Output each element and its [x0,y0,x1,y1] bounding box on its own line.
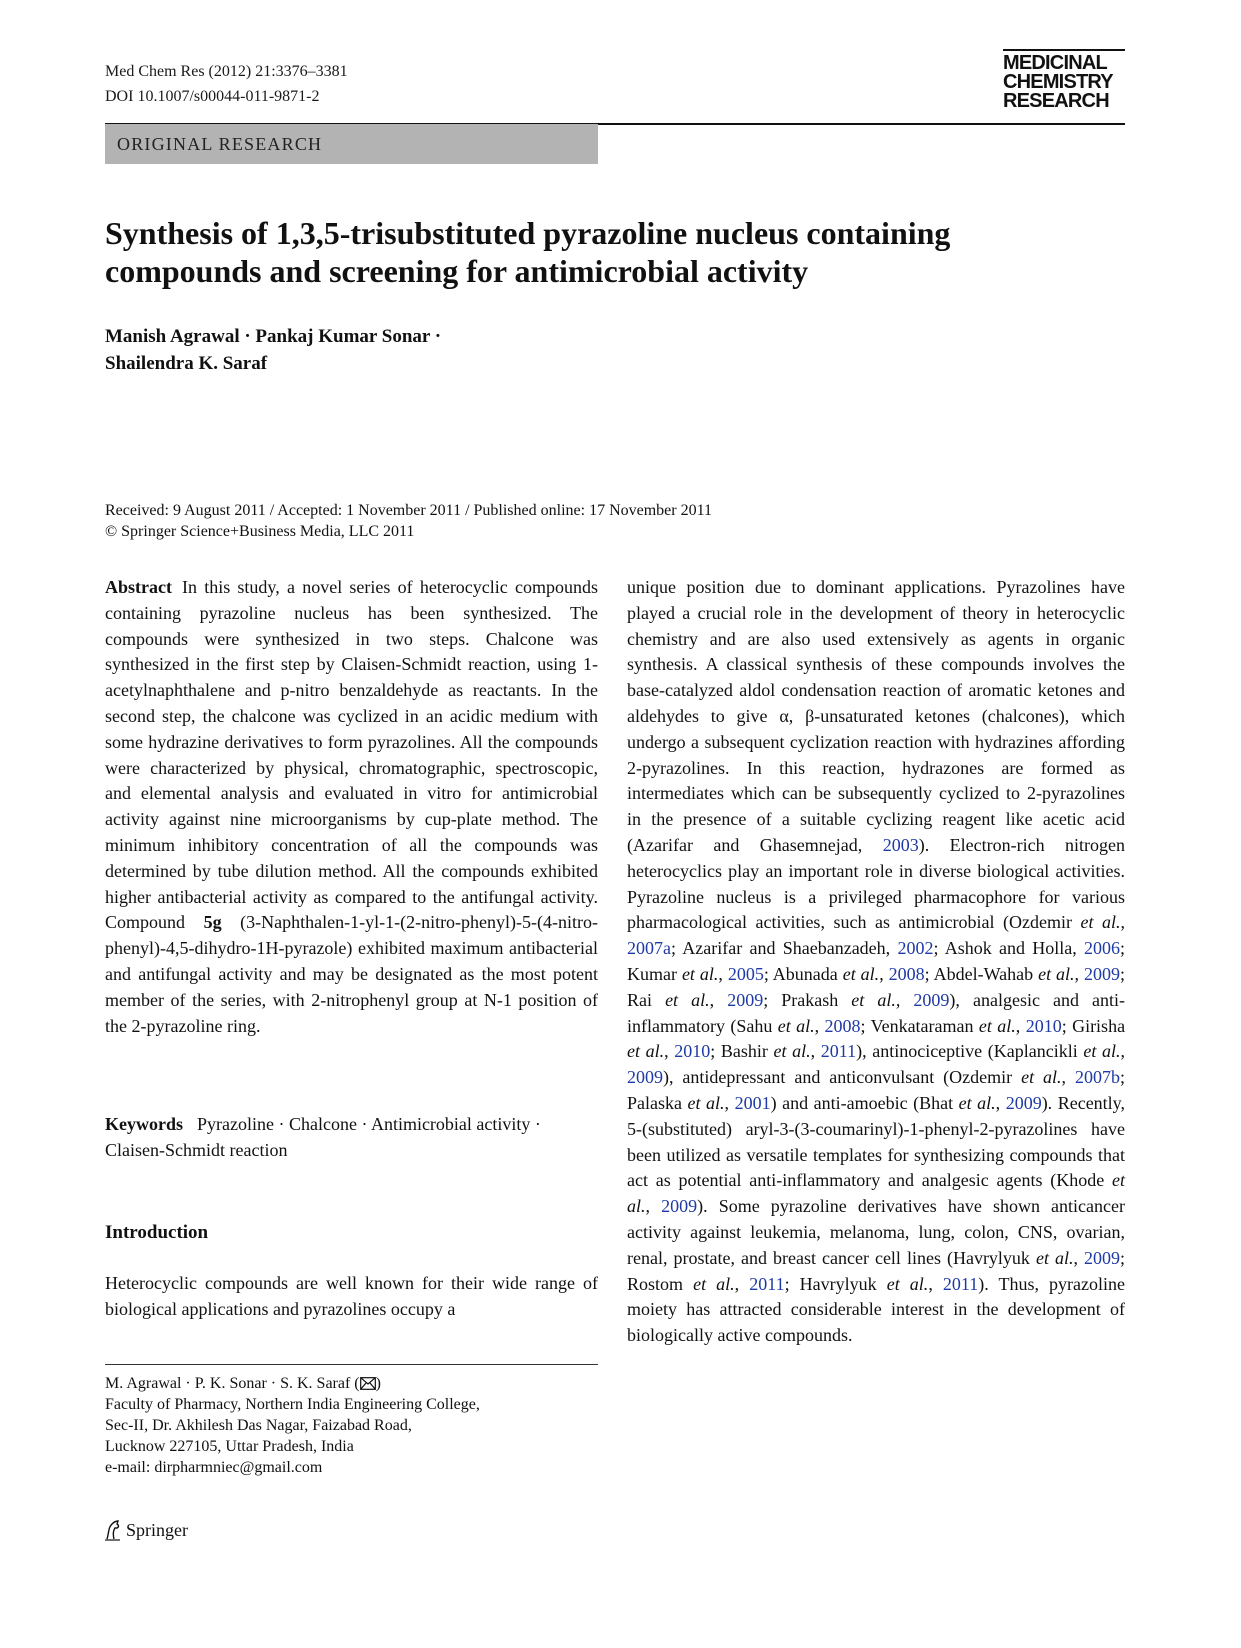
rc-text: ; Bashir [710,1041,768,1062]
abstract-text-2: (3-Naphthalen-1-yl-1-(2-nitro-phenyl)-5-(4-nitro-phenyl)-4,5-dihydro-1H-pyrazole) exhibited maximum antibacterial and antifungal activity and may be designated as the most potent member of the series, with 2-nitrophenyl group at N-1 position of the 2-pyrazoline ring. [105,912,599,1036]
title-line-2: compounds and screening for antimicrobial activity [105,253,809,289]
et-al: et al. [1083,1041,1121,1062]
citation-link[interactable]: 2001 [734,1092,771,1113]
rc-text: ). Thus, pyrazoline moiety has attracted considerable interest in the development of biologically active compounds. [627,1273,1126,1346]
rc-text: ; Abdel-Wahab [924,963,1034,984]
abstract-text: In this study, a novel series of heterocyclic compounds containing pyrazoline nucleus has been synthesized. The compounds were synthesized in two steps. Chalcone was synthesized in the first step by Claisen-Schmidt reaction, using 1-acetylnaphthalene and p-nitro benzaldehyde as reactants. In the second step, the chalcone was cyclized in an acidic medium with some hydrazine derivatives to form pyrazolines. All the compounds were characterized by physical, chromatographic, spectroscopic, and elemental analysis and evaluated in vitro for antimicrobial activity against nine microorganisms by cup-plate method. The minimum inhibitory concentration of all the compounds was determined by tube dilution method. All the compounds exhibited higher antibacterial activity as compared to the antifungal activity. Compound [105,577,598,933]
et-al: et al. [842,963,880,984]
et-al: et al. [886,1273,929,1294]
journal-logo [1003,54,1113,111]
author-list [105,323,441,377]
compound-label: 5g [203,912,222,933]
et-al: et al. [693,1273,735,1294]
citation-link[interactable]: 2010 [674,1041,711,1062]
rc-text: ). Electron-rich nitrogen heterocyclics play an important role in diverse biological activities. Pyrazoline nucleus is a privileged pharmacophore for various pharmacological activities, such as antimicrobial (Ozdemir [627,834,1125,933]
citation-link[interactable]: 2007a [627,938,671,959]
article-title [105,214,1005,290]
citation-link[interactable]: 2008 [824,1015,861,1036]
dates-line: Received: 9 August 2011 / Accepted: 1 November 2011 / Published online: 17 November 2011 [105,502,713,519]
rc-text: ; Girisha [1061,1015,1126,1036]
rc-text: ), antidepressant and anticonvulsant (Ozdemir [663,1067,1013,1088]
et-al: et al. [1080,912,1121,933]
citation-link[interactable]: 2002 [897,938,934,959]
rc-text: ). Some pyrazoline derivatives have shown anticancer activity against leukemia, melanoma, lung, colon, CNS, ovarian, renal, prostate, and breast cancer cell lines (Havrylyuk [627,1196,1125,1268]
journal-citation: Med Chem Res (2012) 21:3376–3381 [105,63,348,80]
et-al: et al. [1021,1067,1062,1088]
citation-link[interactable]: 2003 [882,834,919,855]
doi: DOI 10.1007/s00044-011-9871-2 [105,88,320,105]
publisher-name: Springer [126,1519,188,1540]
springer-horse-icon [104,1519,122,1541]
rc-text: ; Venkataraman [860,1015,974,1036]
title-line-1: Synthesis of 1,3,5-trisubstituted pyrazoline nucleus containing [105,215,951,251]
section-band: ORIGINAL RESEARCH [105,124,598,164]
rc-text: ; Kumar [627,938,1126,984]
affiliation-email[interactable]: e-mail: dirpharmniec@gmail.com [105,1459,323,1476]
publisher-footer [104,1519,188,1541]
citation-link[interactable]: 2008 [888,963,925,984]
et-al: et al. [681,963,719,984]
citation-link[interactable]: 2011 [820,1041,857,1062]
introduction-heading: Introduction [105,1222,209,1243]
intro-paragraph: Heterocyclic compounds are well known for their wide range of biological applications and pyrazolines occupy a [105,1273,598,1319]
keywords-label: Keywords [105,1114,183,1134]
footnote-rule [105,1364,598,1365]
envelope-icon [360,1377,376,1390]
affiliation-line-3: Sec-II, Dr. Akhilesh Das Nagar, Faizabad Road, [105,1417,412,1434]
affiliation-authors [105,1373,480,1394]
citation-link[interactable]: 2010 [1025,1015,1062,1036]
citation-link[interactable]: 2009 [727,989,764,1010]
et-al: et al. [777,1015,815,1036]
et-al: et al. [978,1015,1016,1036]
copyright-line: © Springer Science+Business Media, LLC 2011 [105,523,415,540]
keywords-text: Pyrazoline · Chalcone · Antimicrobial activity · Claisen-Schmidt reaction [105,1114,541,1160]
citation-link[interactable]: 2006 [1084,938,1120,959]
introduction-text-right: unique position due to dominant applications. Pyrazolines have played a crucial role in the development of theory in heterocyclic chemistry and are also used extensively as agents in organic synthesis. A classical synthesis of these compounds involves the base-catalyzed aldol condensation reaction of aromatic ketones and aldehydes to give α, β-unsaturated ketones (chalcones), which undergo a subsequent cyclization reaction with hydrazines affording 2-pyrazolines. In this reaction, hydrazones are formed as intermediates which can be subsequently cyclized to 2-pyrazolines in the presence of a suitable cyclizing reagent like acetic acid (Azarifar and Ghasemnejad, 2003). Electron-rich nitrogen heterocyclics play an important role in diverse biological activities. Pyrazoline nucleus is a privileged pharmacophore for various pharmacological activities, such as antimicrobial (Ozdemir et al., 2007a; Azarifar and Shaebanzadeh, 2002; Ashok and Holla, 2006; Kumar et al., 2005; Abunada et al., 2008; Abdel-Wahab et al., 2009; Rai et al., 2009; Prakash et al., 2009), analgesic and anti-inflammatory (Sahu et al., 2008; Venkataraman et al., 2010; Girisha et al., 2010; Bashir et al., 2011), antinociceptive (Kaplancikli et al., 2009), antidepressant and anticonvulsant (Ozdemir et al., 2007b; Palaska et al., 2001) and anti-amoebic (Bhat et al., 2009). Recently, 5-(substituted) aryl-3-(3-coumarinyl)-1-phenyl-2-pyrazolines have been utilized as versatile templates for synthesizing compounds that act as potential anti-inflammatory and analgesic agents (Khode et al., 2009). Some pyrazoline derivatives have shown anticancer activity against leukemia, melanoma, lung, colon, CNS, ovarian, renal, prostate, and breast cancer cell lines (Havrylyuk et al., 2009; Rostom et al., 2011; Havrylyuk et al., 2011). Thus, pyrazoline moiety has attracted considerable interest in the development of biologically active compounds. [627,577,1126,1346]
et-al: et al. [773,1041,811,1062]
et-al: et al. [1035,1247,1074,1268]
affiliation-paren: ) [375,1375,381,1392]
et-al: et al. [665,989,710,1010]
et-al: et al. [958,1092,996,1113]
rc-text: ; Rai [627,963,1125,1010]
introduction-text-left [105,1271,598,1323]
citation-link[interactable]: 2009 [1083,963,1120,984]
citation-link[interactable]: 2011 [749,1273,785,1294]
rc-text: ; Prakash [763,989,839,1010]
logo-line-3: RESEARCH [1003,90,1109,112]
logo-rule [1003,49,1125,51]
authors-line-1: Manish Agrawal · Pankaj Kumar Sonar · [105,326,442,347]
citation-link[interactable]: 2011 [942,1273,979,1294]
citation-link[interactable]: 2005 [727,963,764,984]
rc-text: ) and anti-amoebic (Bhat [770,1092,954,1113]
et-al: et al. [851,989,896,1010]
citation-link[interactable]: 2007b [1075,1067,1120,1088]
rc-text: ). Recently, 5-(substituted) aryl-3-(3-coumarinyl)-1-phenyl-2-pyrazolines have been utilized as versatile templates for synthesizing compounds that act as potential anti-inflammatory and analgesic agents (Khode [627,1092,1126,1191]
citation-link[interactable]: 2009 [913,989,950,1010]
keywords-block [105,1112,598,1164]
et-al: et al. [1038,963,1075,984]
citation-link[interactable]: 2009 [1005,1092,1042,1113]
rc-text: ; Abunada [763,963,838,984]
et-al: et al. [627,1041,665,1062]
rc-text: ), antinociceptive (Kaplancikli [856,1041,1078,1062]
publication-dates [105,500,712,542]
authors-line-2: Shailendra K. Saraf [105,353,268,374]
affiliation-line-2: Faculty of Pharmacy, Northern India Engineering College, [105,1396,480,1413]
citation-link[interactable]: 2009 [1083,1247,1120,1268]
rc-text: unique position due to dominant applications. Pyrazolines have played a crucial role in the development of theory in heterocyclic chemistry and are also used extensively as agents in organic synthesis. A classical synthesis of these compounds involves the base-catalyzed aldol condensation reaction of aromatic ketones and aldehydes to give α, β-unsaturated ketones (chalcones), which undergo a subsequent cyclization reaction with hydrazines affording 2-pyrazolines. In this reaction, hydrazones are formed as intermediates which can be subsequently cyclized to 2-pyrazolines in the presence of a suitable cyclizing reagent like acetic acid (Azarifar and Ghasemnejad, [627,577,1125,855]
affiliation-block [105,1373,480,1478]
affiliation-author-names: M. Agrawal · P. K. Sonar · S. K. Saraf ( [105,1375,360,1392]
et-al: et al. [687,1092,725,1113]
citation-link[interactable]: 2009 [661,1196,698,1217]
rc-text: ), analgesic and anti-inflammatory (Sahu [627,989,1126,1036]
logo-line-2: CHEMISTRY [1003,71,1113,93]
abstract-block [105,575,598,1039]
et-al: et al. [627,1170,1126,1217]
rc-text: ; Havrylyuk [784,1273,877,1294]
affiliation-line-4: Lucknow 227105, Uttar Pradesh, India [105,1438,354,1455]
rc-text: ; Rostom [627,1247,1125,1294]
rc-text: ; Palaska [627,1067,1126,1113]
abstract-label: Abstract [105,577,172,597]
logo-line-1: MEDICINAL [1003,52,1107,74]
rc-text: ; Ashok and Holla, [933,938,1077,959]
citation-link[interactable]: 2009 [627,1067,663,1088]
rc-text: ; Azarifar and Shaebanzadeh, [671,938,891,959]
